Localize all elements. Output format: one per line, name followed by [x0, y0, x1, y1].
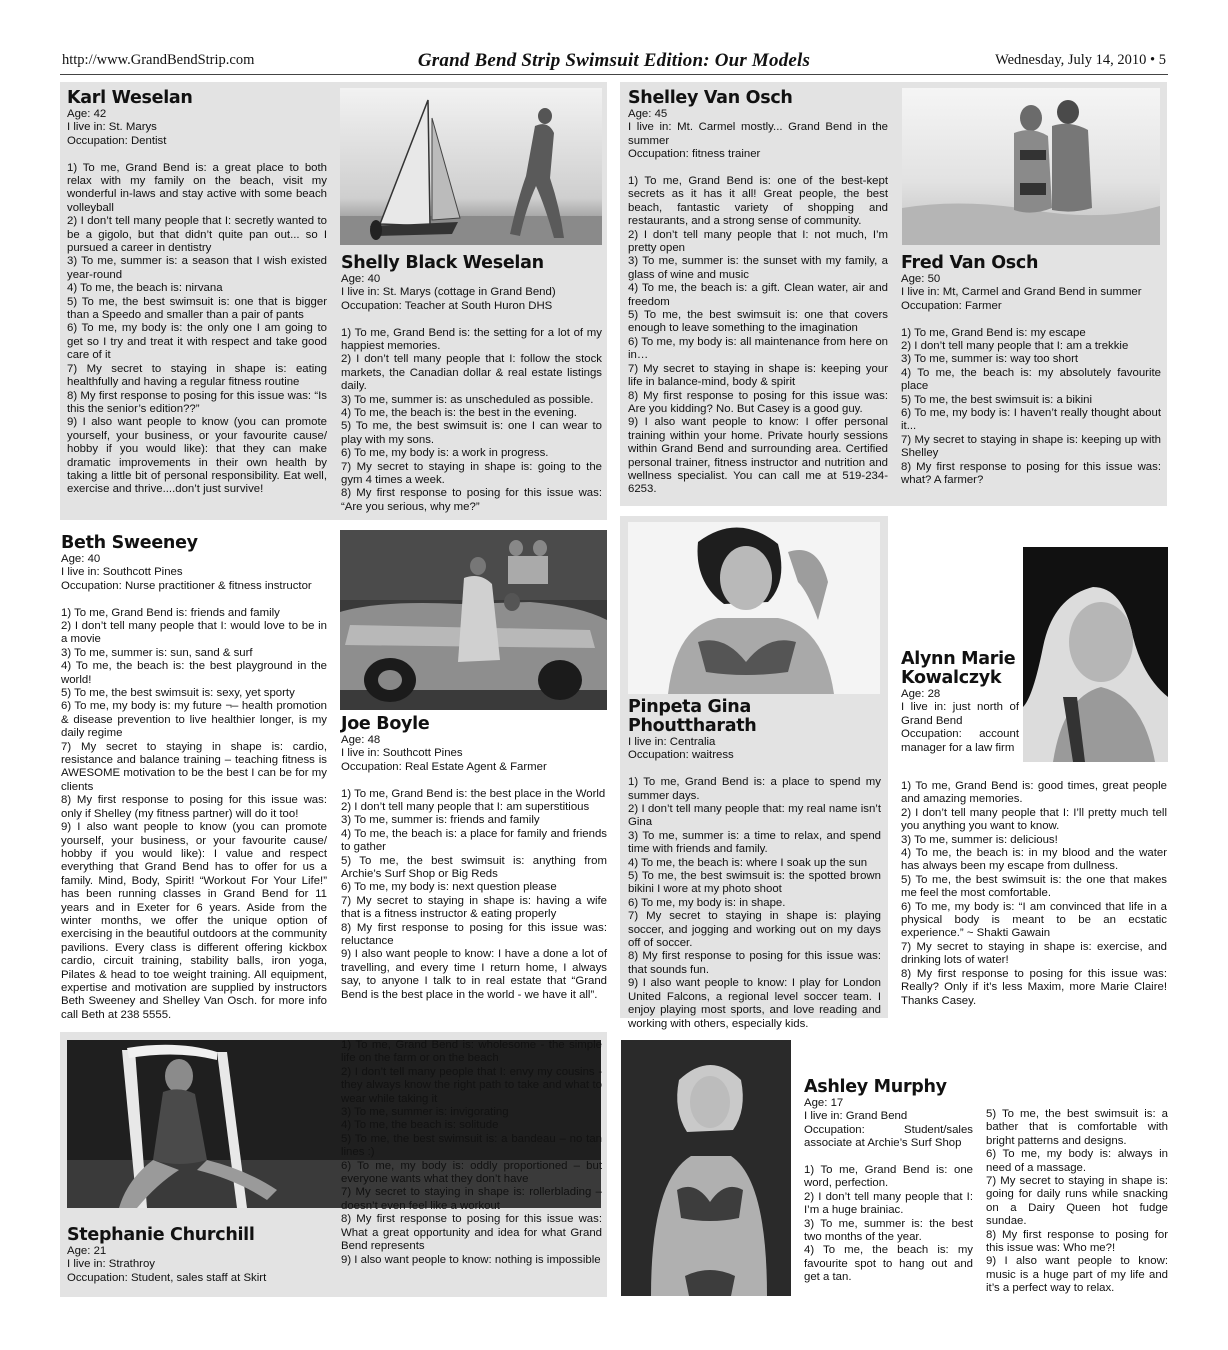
profile-line: 3) To me, summer is: as unscheduled as possible. [341, 393, 594, 406]
profile-line: 5) To me, the best swimsuit is: sexy, yet sporty [61, 687, 295, 700]
profile-line: Age: 45 [628, 108, 668, 120]
profile-line: I live in: St. Marys (cottage in Grand Bend) [341, 286, 556, 299]
profile-line: Age: 17 [804, 1097, 844, 1109]
profile-line: Occupation: Nurse practitioner & fitness instructor [61, 579, 312, 592]
profile-line: 8) My first response to posing for this issue was: reluctance [341, 921, 607, 948]
profile-name: Shelly Black Weselan [341, 253, 544, 273]
profile-line: 6) To me, my body is: oddly proportioned – but everyone wants what they don’t have [341, 1159, 602, 1186]
profile-line: 3) To me, summer is: way too short [901, 353, 1079, 366]
profile-line: 2) I don’t tell many people that I: am a trekkie [901, 340, 1129, 353]
profile-line: 6) To me, my body is: “I am convinced that life in a physical body is meant to be an ecstatic experience.” ~ Shakti Gawain [901, 900, 1167, 940]
profile-line: 8) My first response to posing for this issue was: what? A farmer? [901, 460, 1161, 487]
profile-line: 2) I don’t tell many people that I: am superstitious [341, 801, 590, 814]
profile-line [901, 313, 1161, 326]
profile-name: Ashley Murphy [804, 1077, 947, 1097]
couple-beach-photo [902, 88, 1160, 245]
profile-line: 2) I don’t tell many people that I: secretly wanted to be a gigolo, but that didn’t quite pan out... so I pursued a career in dentistry [67, 215, 327, 255]
profile-line: I live in: Mt, Carmel and Grand Bend in summer [901, 286, 1142, 299]
profile-line: I live in: just north of Grand Bend [901, 701, 1019, 727]
profile-line: 5) To me, the best swimsuit is: the spotted brown bikini I wore at my photo shoot [628, 870, 881, 896]
profile-line: 6) To me, my body is: all maintenance from here on in… [628, 335, 888, 362]
profile-line: 3) To me, summer is: delicious! [901, 833, 1058, 846]
profile-line: 7) My secret to staying in shape is: having a wife that is a fitness instructor & eating properly [341, 894, 607, 921]
profile-line: Age: 48 [341, 734, 381, 746]
header-title: Grand Bend Strip Swimsuit Edition: Our Models [417, 50, 811, 71]
ashley-portrait-photo [621, 1040, 791, 1296]
profile-line [628, 763, 881, 776]
profile-line: 1) To me, Grand Bend is: the best place in the World [341, 787, 606, 800]
profile-line: Occupation: Teacher at South Huron DHS [341, 299, 553, 312]
profile-line: 8) My first response to posing for this issue was: Are you kidding? No. But Casey is a good guy. [628, 389, 888, 415]
profile-name: Fred Van Osch [901, 253, 1039, 273]
car-family-photo [340, 530, 607, 710]
profile-joe-boyle [341, 715, 607, 1002]
profile-beth-sweeney [61, 534, 327, 1022]
profile-line: 1) To me, Grand Bend is: wholesome - the simple life on the farm or on the beach [341, 1039, 602, 1065]
profile-line: 9) I also want people to know: I play for London United Falcons, a regional level soccer team. I enjoy playing most sports, and love reading and working with others, especially kids. [628, 977, 881, 1030]
profile-line: 2) I don’t tell many people that: my real name isn’t Gina [628, 803, 881, 829]
profile-line: 2) I don’t tell many people that I: would love to be in a movie [61, 620, 327, 646]
profile-line: 5) To me, the best swimsuit is: anything from Archie’s Surf Shop or Big Reds [341, 854, 607, 881]
profile-line: 7) My secret to staying in shape is: playing soccer, and jogging and working out on my days off of soccer. [628, 910, 881, 950]
profile-line: 7) My secret to staying in shape is: keeping up with Shelley [901, 433, 1161, 460]
profile-line: 8) My first response to posing for this issue was: “Are you serious, why me?” [341, 487, 602, 513]
profile-line [628, 162, 888, 175]
profile-line: 1) To me, Grand Bend is: a great place to both relax with my family on the beach, visit my wonderful in-laws and stay active with some beach volleyball [67, 161, 327, 214]
profile-line: 5) To me, the best swimsuit is: one I can wear to play with my sons. [341, 420, 602, 446]
profile-line [61, 593, 327, 606]
header-date: Wednesday, July 14, 2010 • 5 [995, 52, 1166, 68]
profile-line: 4) To me, the beach is: a place for family and friends to gather [341, 827, 607, 854]
profile-line: 3) To me, summer is: invigorating [341, 1106, 509, 1119]
header-rule [60, 74, 1168, 75]
profile-line: 6) To me, my body is: next question please [341, 881, 557, 894]
profile-name: Shelley Van Osch [628, 88, 793, 108]
profile-line: Age: 42 [67, 108, 107, 120]
profile-line: 2) I don’t tell many people that I: I’ll pretty much tell you anything you want to know. [901, 806, 1167, 833]
profile-line: 4) To me, the beach is: the best playground in the world! [61, 660, 327, 686]
profile-line: 7) My secret to staying in shape is: keeping your life in balance-mind, body & spirit [628, 362, 888, 389]
profile-line: 1) To me, Grand Bend is: one word, perfection. [804, 1164, 973, 1190]
profile-line: 8) My first response to posing for this issue was: Really? Only if it’s less Maxim, more Marie Claire! Thanks Casey. [901, 967, 1167, 1007]
profile-ashley-answers [986, 1108, 1168, 1296]
profile-line: 3) To me, summer is: the best two months of the year. [804, 1217, 973, 1244]
profile-line: 8) My first response to posing for this issue was: that sounds fun. [628, 950, 881, 976]
profile-alynn-kowalczyk-header [901, 650, 1019, 755]
profile-name: Stephanie Churchill [67, 1225, 255, 1245]
profile-line: 3) To me, summer is: the sunset with my family, a glass of wine and music [628, 255, 888, 281]
profile-line: 5) To me, the best swimsuit is: a bandeau – no tan lines :) [341, 1132, 602, 1159]
profile-line: 9) I also want people to know: I have a done a lot of travelling, and every time I return home, I always say, to anyone I talk to in real estate that “Grand Bend is the best place in the world - we have it all”. [341, 948, 607, 1001]
profile-line: 8) My first response to posing for this issue was: What a great opportunity and idea for what Grand Bend represents [341, 1213, 602, 1253]
profile-name: Beth Sweeney [61, 533, 198, 553]
profile-name: Alynn Marie Kowalczyk [901, 649, 1016, 688]
profile-line: Occupation: waitress [628, 749, 734, 762]
profile-ashley-murphy [804, 1078, 973, 1285]
profile-name: Karl Weselan [67, 88, 193, 108]
profile-line [804, 1151, 973, 1164]
profile-line: 5) To me, the best swimsuit is: the one that makes me feel the most comfortable. [901, 873, 1167, 900]
profile-line [341, 774, 607, 787]
profile-line: 6) To me, my body is: the only one I am going to get so I try and treat it with respect and take good care of it [67, 322, 327, 362]
profile-line: 7) My secret to staying in shape is: going to the gym 4 times a week. [341, 460, 602, 487]
profile-line: 7) My secret to staying in shape is: going for daily runs while snacking on a Dairy Queen hot fudge sundae. [986, 1175, 1168, 1228]
profile-line: 2) I don’t tell many people that I: follow the stock markets, the Canadian dollar & real estate listings daily. [341, 353, 602, 393]
profile-line: 6) To me, my body is: always in need of a massage. [986, 1148, 1168, 1174]
profile-line [67, 148, 327, 161]
profile-line: 2) I don’t tell many people that I: I’m a huge brainiac. [804, 1190, 973, 1217]
profile-line: 3) To me, summer is: friends and family [341, 814, 540, 827]
profile-line: Occupation: Student, sales staff at Skirt [67, 1271, 267, 1284]
profile-line: 7) My secret to staying in shape is: exercise, and drinking lots of water! [901, 940, 1167, 967]
profile-line: Age: 21 [67, 1245, 107, 1257]
profile-line: 3) To me, summer is: a season that I wish existed year-round [67, 255, 327, 281]
profile-line: 6) To me, my body is: a work in progress. [341, 447, 549, 460]
profile-line: 1) To me, Grand Bend is: the setting for a lot of my happiest memories. [341, 326, 602, 353]
profile-line: Occupation: Student/sales associate at Archie’s Surf Shop [804, 1123, 973, 1150]
profile-line: 7) My secret to staying in shape is: eating healthfully and having a regular fitness routine [67, 362, 327, 389]
profile-line: Occupation: account manager for a law firm [901, 728, 1019, 754]
profile-line: 4) To me, the beach is: in my blood and the water has always been my escape from dullness. [901, 847, 1167, 873]
profile-line: 3) To me, summer is: a time to relax, and spend time with friends and family. [628, 829, 881, 856]
profile-line: I live in: Strathroy [67, 1258, 155, 1271]
profile-line: 2) I don’t tell many people that I: envy my cousins - they always know the right path to take and what to wear while taking it [341, 1065, 602, 1105]
profile-name: Pinpeta Gina Phouttharath [628, 697, 757, 736]
profile-fred-van-osch [901, 254, 1161, 487]
profile-line: Occupation: Farmer [901, 299, 1002, 312]
profile-line: Age: 28 [901, 688, 941, 700]
profile-line: 2) I don’t tell many people that I: not much, I’m pretty open [628, 228, 888, 255]
profile-line: 4) To me, the beach is: a gift. Clean water, air and freedom [628, 282, 888, 308]
profile-line: 5) To me, the best swimsuit is: a bikini [901, 393, 1092, 406]
profile-alynn-kowalczyk-answers [901, 780, 1167, 1008]
profile-line: 6) To me, my body is: in shape. [628, 896, 786, 909]
profile-line: Age: 40 [341, 273, 381, 285]
profile-line: I live in: Centralia [628, 736, 716, 748]
profile-name: Joe Boyle [341, 714, 430, 734]
profile-line: 5) To me, the best swimsuit is: one that is bigger than a Speedo and smaller than a pair of pants [67, 295, 327, 322]
profile-line: 1) To me, Grand Bend is: good times, great people and amazing memories. [901, 780, 1167, 806]
profile-line: 4) To me, the beach is: my favourite spot to hang out and get a tan. [804, 1244, 973, 1284]
profile-line: 4) To me, the beach is: my absolutely favourite place [901, 366, 1161, 393]
profile-line: I live in: Southcott Pines [341, 747, 463, 760]
pinpeta-portrait-photo [628, 522, 880, 694]
profile-line: 4) To me, the beach is: where I soak up the sun [628, 856, 868, 869]
profile-line: Occupation: Real Estate Agent & Farmer [341, 760, 547, 773]
profile-line: 4) To me, the beach is: nirvana [67, 282, 223, 295]
profile-line: I live in: Mt. Carmel mostly... Grand Bend in the summer [628, 121, 888, 147]
profile-line: 5) To me, the best swimsuit is: one that covers enough to leave something to the imagination [628, 309, 888, 335]
profile-shelly-black-weselan [341, 254, 602, 514]
profile-line: 8) My first response to posing for this issue was: “Is this the senior’s edition??” [67, 389, 327, 415]
profile-line: 3) To me, summer is: sun, sand & surf [61, 646, 253, 659]
profile-line: 8) My first response to posing for this issue was: Who me?! [986, 1228, 1168, 1255]
profile-line: 9) I also want people to know (you can promote yourself, your business, or your favourite cause/ hobby if you would like): I value and respect everything that Grand Bend has to offer for us a family. Mind, Body, Spirit! “Workout For Your Life!” has been running classes in Grand Bend for 11 years and in Exeter for 6 years. Aside from the winter months, we offer the unique option of exercising in the beautiful outdoors at the community pavilions. Every class is different offering kickbox cardio, circuit training, stability balls, iron yoga, Pilates & head to toe weight training. All equipment, expertise and motivation are supplied by instructors Beth Sweeney and Shelley Van Osch. for more info call Beth at 238 5555. [61, 821, 327, 1021]
profile-line: I live in: Grand Bend [804, 1110, 908, 1123]
profile-line: 7) My secret to staying in shape is: rollerblading – doesn’t even feel like a workout [341, 1186, 602, 1212]
profile-line: I live in: St. Marys [67, 121, 157, 134]
profile-karl-weselan [67, 89, 327, 497]
profile-line: 6) To me, my body is: my future ¬– health promotion & disease prevention to live healthier longer, is my daily regime [61, 700, 327, 740]
header-url: http://www.GrandBendStrip.com [62, 52, 255, 68]
profile-line: 9) I also want people to know: nothing is impossible [341, 1253, 601, 1266]
profile-line: Age: 40 [61, 553, 101, 565]
profile-line: Occupation: fitness trainer [628, 148, 761, 161]
profile-line: 9) I also want people to know: I offer personal training within your home. Private hourly sessions within Grand Bend and surrounding area. Certified personal trainer, fitness instructor and nutrition and wellness specialist. You can call me at 519-234-6253. [628, 416, 888, 496]
profile-line: 9) I also want people to know (you can promote yourself, your business, or your favourite cause/ hobby if you would like): that they can make dramatic improvements in their own health by taking a little bit of personal responsibility. Eat well, exercise and thrive....don’t just survive! [67, 416, 327, 496]
profile-line: 1) To me, Grand Bend is: friends and family [61, 606, 280, 619]
profile-line: 4) To me, the beach is: the best in the evening. [341, 407, 577, 420]
profile-line: 5) To me, the best swimsuit is: a bather that is comfortable with bright patterns and designs. [986, 1108, 1168, 1147]
profile-line: Occupation: Dentist [67, 134, 167, 147]
profile-line: 4) To me, the beach is: solitude [341, 1119, 499, 1132]
profile-line: 7) My secret to staying in shape is: cardio, resistance and balance training – teaching fitness is AWESOME motivation to be the best I can be for my clients [61, 740, 327, 793]
profile-stephanie-answers [341, 1039, 602, 1267]
profile-line: 1) To me, Grand Bend is: one of the best-kept secrets as it has it all! Great people, the best beach, fantastic variety of shopping and restaurants, and a strong sense of community. [628, 175, 888, 228]
profile-pinpeta-phouttharath [628, 698, 881, 1031]
profile-line: 6) To me, my body is: I haven’t really thought about it... [901, 407, 1161, 433]
profile-line: Age: 50 [901, 273, 941, 285]
sailboat-beach-photo [340, 88, 602, 245]
profile-line: I live in: Southcott Pines [61, 566, 183, 579]
profile-shelley-van-osch [628, 89, 888, 497]
profile-line: 9) I also want people to know: music is a huge part of my life and it’s a perfect way to relax. [986, 1255, 1168, 1295]
profile-line: 1) To me, Grand Bend is: my escape [901, 326, 1086, 339]
profile-line: 1) To me, Grand Bend is: a place to spend my summer days. [628, 776, 881, 802]
alynn-portrait-photo [1023, 547, 1168, 762]
profile-line [341, 313, 602, 326]
profile-line: 8) My first response to posing for this issue was: only if Shelley (my fitness partner) will do it too! [61, 794, 327, 820]
